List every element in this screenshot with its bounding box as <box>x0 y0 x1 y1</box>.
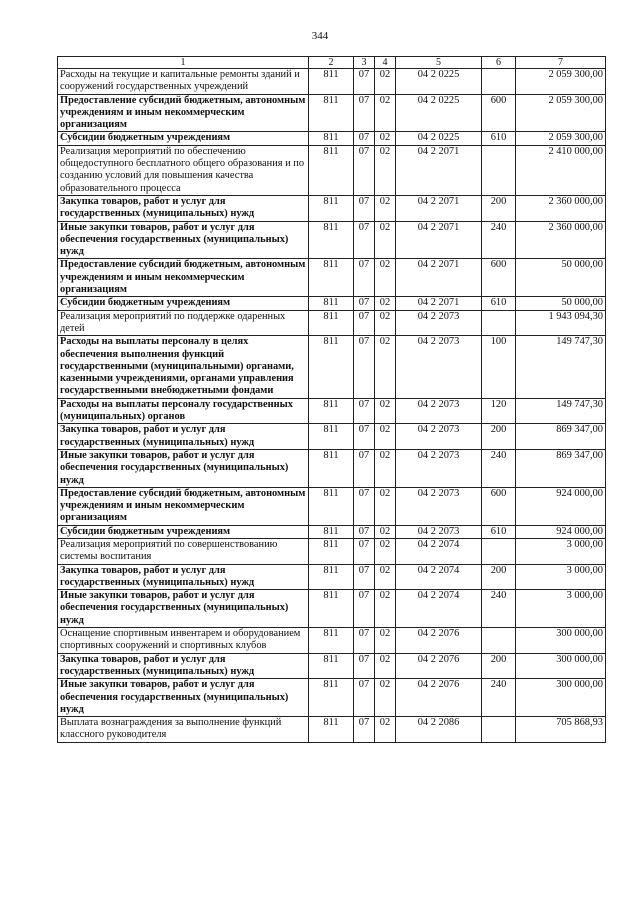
section-cell: 07 <box>354 628 375 654</box>
table-row <box>58 398 606 424</box>
grbs-cell: 811 <box>309 297 354 310</box>
section-cell: 07 <box>354 297 375 310</box>
table-row <box>58 94 606 132</box>
subsection-cell: 02 <box>375 310 396 336</box>
expense-type-cell <box>482 145 516 195</box>
section-cell: 07 <box>354 94 375 132</box>
table-row <box>58 336 606 398</box>
grbs-cell: 811 <box>309 487 354 525</box>
column-header: 5 <box>396 57 482 69</box>
subsection-cell: 02 <box>375 69 396 95</box>
target-article-cell: 04 2 2073 <box>396 310 482 336</box>
subsection-cell: 02 <box>375 487 396 525</box>
row-name-cell: Закупка товаров, работ и услуг для государственных (муниципальных) нужд <box>58 653 309 679</box>
table-row <box>58 424 606 450</box>
section-cell: 07 <box>354 590 375 628</box>
row-name-cell: Предоставление субсидий бюджетным, автономным учреждениям и иным некоммерческим организациям <box>58 94 309 132</box>
section-cell: 07 <box>354 538 375 564</box>
expense-type-cell <box>482 310 516 336</box>
row-name-cell: Иные закупки товаров, работ и услуг для обеспечения государственных (муниципальных) нужд <box>58 679 309 717</box>
expense-type-cell <box>482 69 516 95</box>
target-article-cell: 04 2 2071 <box>396 195 482 221</box>
row-name-cell: Субсидии бюджетным учреждениям <box>58 525 309 538</box>
subsection-cell: 02 <box>375 628 396 654</box>
target-article-cell: 04 2 0225 <box>396 132 482 145</box>
row-name-cell: Расходы на выплаты персоналу государственных (муниципальных) органов <box>58 398 309 424</box>
expense-type-cell: 240 <box>482 590 516 628</box>
subsection-cell: 02 <box>375 679 396 717</box>
row-name-cell: Закупка товаров, работ и услуг для государственных (муниципальных) нужд <box>58 424 309 450</box>
target-article-cell: 04 2 2074 <box>396 590 482 628</box>
section-cell: 07 <box>354 336 375 398</box>
grbs-cell: 811 <box>309 195 354 221</box>
table-row <box>58 132 606 145</box>
row-name-cell: Иные закупки товаров, работ и услуг для обеспечения государственных (муниципальных) нужд <box>58 221 309 259</box>
table-row <box>58 449 606 487</box>
section-cell: 07 <box>354 717 375 743</box>
column-header: 1 <box>58 57 309 69</box>
subsection-cell: 02 <box>375 525 396 538</box>
table-row <box>58 259 606 297</box>
grbs-cell: 811 <box>309 424 354 450</box>
table-row <box>58 717 606 743</box>
column-header: 6 <box>482 57 516 69</box>
grbs-cell: 811 <box>309 449 354 487</box>
amount-cell: 149 747,30 <box>516 398 606 424</box>
expense-type-cell: 200 <box>482 424 516 450</box>
amount-cell: 300 000,00 <box>516 653 606 679</box>
section-cell: 07 <box>354 679 375 717</box>
target-article-cell: 04 2 2073 <box>396 525 482 538</box>
grbs-cell: 811 <box>309 145 354 195</box>
target-article-cell: 04 2 2073 <box>396 449 482 487</box>
target-article-cell: 04 2 2076 <box>396 628 482 654</box>
row-name-cell: Реализация мероприятий по поддержке одаренных детей <box>58 310 309 336</box>
section-cell: 07 <box>354 653 375 679</box>
subsection-cell: 02 <box>375 336 396 398</box>
section-cell: 07 <box>354 145 375 195</box>
amount-cell: 3 000,00 <box>516 590 606 628</box>
subsection-cell: 02 <box>375 132 396 145</box>
amount-cell: 2 059 300,00 <box>516 69 606 95</box>
target-article-cell: 04 2 0225 <box>396 69 482 95</box>
section-cell: 07 <box>354 424 375 450</box>
subsection-cell: 02 <box>375 449 396 487</box>
row-name-cell: Закупка товаров, работ и услуг для государственных (муниципальных) нужд <box>58 564 309 590</box>
expense-type-cell <box>482 538 516 564</box>
subsection-cell: 02 <box>375 297 396 310</box>
amount-cell: 2 410 000,00 <box>516 145 606 195</box>
grbs-cell: 811 <box>309 564 354 590</box>
subsection-cell: 02 <box>375 424 396 450</box>
grbs-cell: 811 <box>309 717 354 743</box>
table-row <box>58 525 606 538</box>
grbs-cell: 811 <box>309 221 354 259</box>
column-header: 4 <box>375 57 396 69</box>
amount-cell: 924 000,00 <box>516 487 606 525</box>
amount-cell: 2 059 300,00 <box>516 94 606 132</box>
target-article-cell: 04 2 2073 <box>396 424 482 450</box>
subsection-cell: 02 <box>375 221 396 259</box>
section-cell: 07 <box>354 132 375 145</box>
expense-type-cell: 240 <box>482 221 516 259</box>
expense-type-cell: 610 <box>482 525 516 538</box>
table-row <box>58 564 606 590</box>
amount-cell: 924 000,00 <box>516 525 606 538</box>
table-row <box>58 679 606 717</box>
column-header: 2 <box>309 57 354 69</box>
expense-type-cell: 600 <box>482 94 516 132</box>
grbs-cell: 811 <box>309 590 354 628</box>
amount-cell: 50 000,00 <box>516 297 606 310</box>
subsection-cell: 02 <box>375 590 396 628</box>
expense-type-cell: 200 <box>482 653 516 679</box>
amount-cell: 3 000,00 <box>516 564 606 590</box>
subsection-cell: 02 <box>375 195 396 221</box>
row-name-cell: Иные закупки товаров, работ и услуг для обеспечения государственных (муниципальных) нужд <box>58 590 309 628</box>
row-name-cell: Предоставление субсидий бюджетным, автономным учреждениям и иным некоммерческим организациям <box>58 487 309 525</box>
row-name-cell: Реализация мероприятий по совершенствованию системы воспитания <box>58 538 309 564</box>
target-article-cell: 04 2 2076 <box>396 653 482 679</box>
row-name-cell: Расходы на выплаты персоналу в целях обеспечения выполнения функций государственными (муниципальными) органами, казенными учреждениями, органами управления государственными внебюджетными фондами <box>58 336 309 398</box>
amount-cell: 50 000,00 <box>516 259 606 297</box>
grbs-cell: 811 <box>309 653 354 679</box>
table-row <box>58 538 606 564</box>
amount-cell: 300 000,00 <box>516 679 606 717</box>
target-article-cell: 04 2 2071 <box>396 145 482 195</box>
expense-type-cell: 100 <box>482 336 516 398</box>
amount-cell: 2 360 000,00 <box>516 195 606 221</box>
grbs-cell: 811 <box>309 398 354 424</box>
subsection-cell: 02 <box>375 538 396 564</box>
amount-cell: 869 347,00 <box>516 449 606 487</box>
table-row <box>58 69 606 95</box>
target-article-cell: 04 2 2074 <box>396 564 482 590</box>
target-article-cell: 04 2 2071 <box>396 297 482 310</box>
expense-type-cell: 200 <box>482 564 516 590</box>
table-row <box>58 590 606 628</box>
table-row <box>58 221 606 259</box>
section-cell: 07 <box>354 398 375 424</box>
expense-type-cell: 610 <box>482 297 516 310</box>
target-article-cell: 04 2 2086 <box>396 717 482 743</box>
expense-type-cell: 200 <box>482 195 516 221</box>
grbs-cell: 811 <box>309 132 354 145</box>
amount-cell: 869 347,00 <box>516 424 606 450</box>
section-cell: 07 <box>354 449 375 487</box>
budget-table <box>57 56 606 743</box>
target-article-cell: 04 2 0225 <box>396 94 482 132</box>
grbs-cell: 811 <box>309 525 354 538</box>
grbs-cell: 811 <box>309 259 354 297</box>
expense-type-cell <box>482 628 516 654</box>
table-row <box>58 310 606 336</box>
section-cell: 07 <box>354 195 375 221</box>
subsection-cell: 02 <box>375 653 396 679</box>
expense-type-cell: 600 <box>482 259 516 297</box>
expense-type-cell: 240 <box>482 679 516 717</box>
amount-cell: 705 868,93 <box>516 717 606 743</box>
grbs-cell: 811 <box>309 538 354 564</box>
row-name-cell: Расходы на текущие и капитальные ремонты зданий и сооружений государственных учреждений <box>58 69 309 95</box>
grbs-cell: 811 <box>309 310 354 336</box>
column-header: 7 <box>516 57 606 69</box>
row-name-cell: Оснащение спортивным инвентарем и оборудованием спортивных сооружений и спортивных клубов <box>58 628 309 654</box>
row-name-cell: Субсидии бюджетным учреждениям <box>58 132 309 145</box>
expense-type-cell: 610 <box>482 132 516 145</box>
section-cell: 07 <box>354 525 375 538</box>
expense-type-cell: 120 <box>482 398 516 424</box>
section-cell: 07 <box>354 69 375 95</box>
subsection-cell: 02 <box>375 398 396 424</box>
expense-type-cell: 240 <box>482 449 516 487</box>
section-cell: 07 <box>354 487 375 525</box>
table-row <box>58 653 606 679</box>
row-name-cell: Иные закупки товаров, работ и услуг для обеспечения государственных (муниципальных) нужд <box>58 449 309 487</box>
subsection-cell: 02 <box>375 564 396 590</box>
target-article-cell: 04 2 2073 <box>396 336 482 398</box>
target-article-cell: 04 2 2071 <box>396 259 482 297</box>
subsection-cell: 02 <box>375 145 396 195</box>
expense-type-cell: 600 <box>482 487 516 525</box>
amount-cell: 2 059 300,00 <box>516 132 606 145</box>
table-row <box>58 487 606 525</box>
row-name-cell: Предоставление субсидий бюджетным, автономным учреждениям и иным некоммерческим организациям <box>58 259 309 297</box>
amount-cell: 300 000,00 <box>516 628 606 654</box>
table-row <box>58 195 606 221</box>
subsection-cell: 02 <box>375 259 396 297</box>
grbs-cell: 811 <box>309 679 354 717</box>
section-cell: 07 <box>354 564 375 590</box>
row-name-cell: Субсидии бюджетным учреждениям <box>58 297 309 310</box>
grbs-cell: 811 <box>309 336 354 398</box>
amount-cell: 149 747,30 <box>516 336 606 398</box>
page-number: 344 <box>311 30 329 42</box>
table-row <box>58 297 606 310</box>
table-header-row <box>58 57 606 69</box>
amount-cell: 1 943 094,30 <box>516 310 606 336</box>
row-name-cell: Выплата вознаграждения за выполнение функций классного руководителя <box>58 717 309 743</box>
target-article-cell: 04 2 2073 <box>396 487 482 525</box>
column-header: 3 <box>354 57 375 69</box>
table-row <box>58 628 606 654</box>
subsection-cell: 02 <box>375 94 396 132</box>
amount-cell: 2 360 000,00 <box>516 221 606 259</box>
grbs-cell: 811 <box>309 628 354 654</box>
row-name-cell: Реализация мероприятий по обеспечению общедоступного бесплатного общего образования и по созданию условий для повышения качества образовательного процесса <box>58 145 309 195</box>
grbs-cell: 811 <box>309 69 354 95</box>
amount-cell: 3 000,00 <box>516 538 606 564</box>
target-article-cell: 04 2 2073 <box>396 398 482 424</box>
target-article-cell: 04 2 2074 <box>396 538 482 564</box>
grbs-cell: 811 <box>309 94 354 132</box>
table-row <box>58 145 606 195</box>
expense-type-cell <box>482 717 516 743</box>
target-article-cell: 04 2 2076 <box>396 679 482 717</box>
section-cell: 07 <box>354 310 375 336</box>
subsection-cell: 02 <box>375 717 396 743</box>
section-cell: 07 <box>354 221 375 259</box>
target-article-cell: 04 2 2071 <box>396 221 482 259</box>
row-name-cell: Закупка товаров, работ и услуг для государственных (муниципальных) нужд <box>58 195 309 221</box>
section-cell: 07 <box>354 259 375 297</box>
